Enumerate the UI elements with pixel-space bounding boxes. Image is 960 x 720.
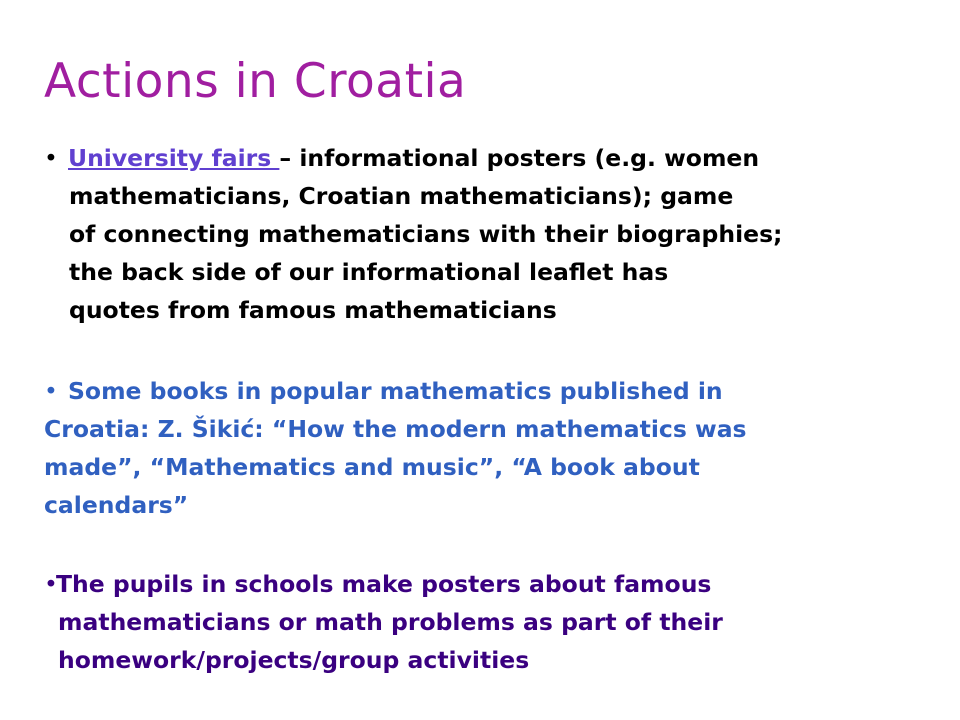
bullet-item-university-fairs xyxy=(44,139,782,329)
bullet-line xyxy=(44,139,782,177)
bullet-text: Croatia: Z. Šikić: “How the modern mathematics was xyxy=(44,415,747,443)
bullet-text: mathematicians or math problems as part of their xyxy=(58,608,723,636)
bullet-line xyxy=(44,565,723,603)
bullet-text: the back side of our informational leaflet has xyxy=(69,258,669,286)
bullet-text: made”, “Mathematics and music”, “A book about xyxy=(44,453,700,481)
bullet-text: calendars” xyxy=(44,491,189,519)
bullet-line xyxy=(44,372,747,410)
bullet-item-books xyxy=(44,372,747,524)
bullet-item-pupils-posters xyxy=(44,565,723,679)
bullet-text: – informational posters (e.g. women xyxy=(279,144,760,172)
bullet-icon: • xyxy=(44,144,58,172)
university-fairs-link[interactable]: University fairs xyxy=(68,144,280,172)
slide-title: Actions in Croatia xyxy=(44,54,467,109)
bullet-text: quotes from famous mathematicians xyxy=(69,296,557,324)
bullet-icon: • xyxy=(44,377,58,405)
bullet-text: mathematicians, Croatian mathematicians); game xyxy=(69,182,734,210)
bullet-text: The pupils in schools make posters about famous xyxy=(56,570,712,598)
bullet-text: Some books in popular mathematics published in xyxy=(68,377,723,405)
bullet-icon: • xyxy=(44,570,58,598)
bullet-text: homework/projects/group activities xyxy=(58,646,530,674)
bullet-text: of connecting mathematicians with their biographies; xyxy=(69,220,783,248)
